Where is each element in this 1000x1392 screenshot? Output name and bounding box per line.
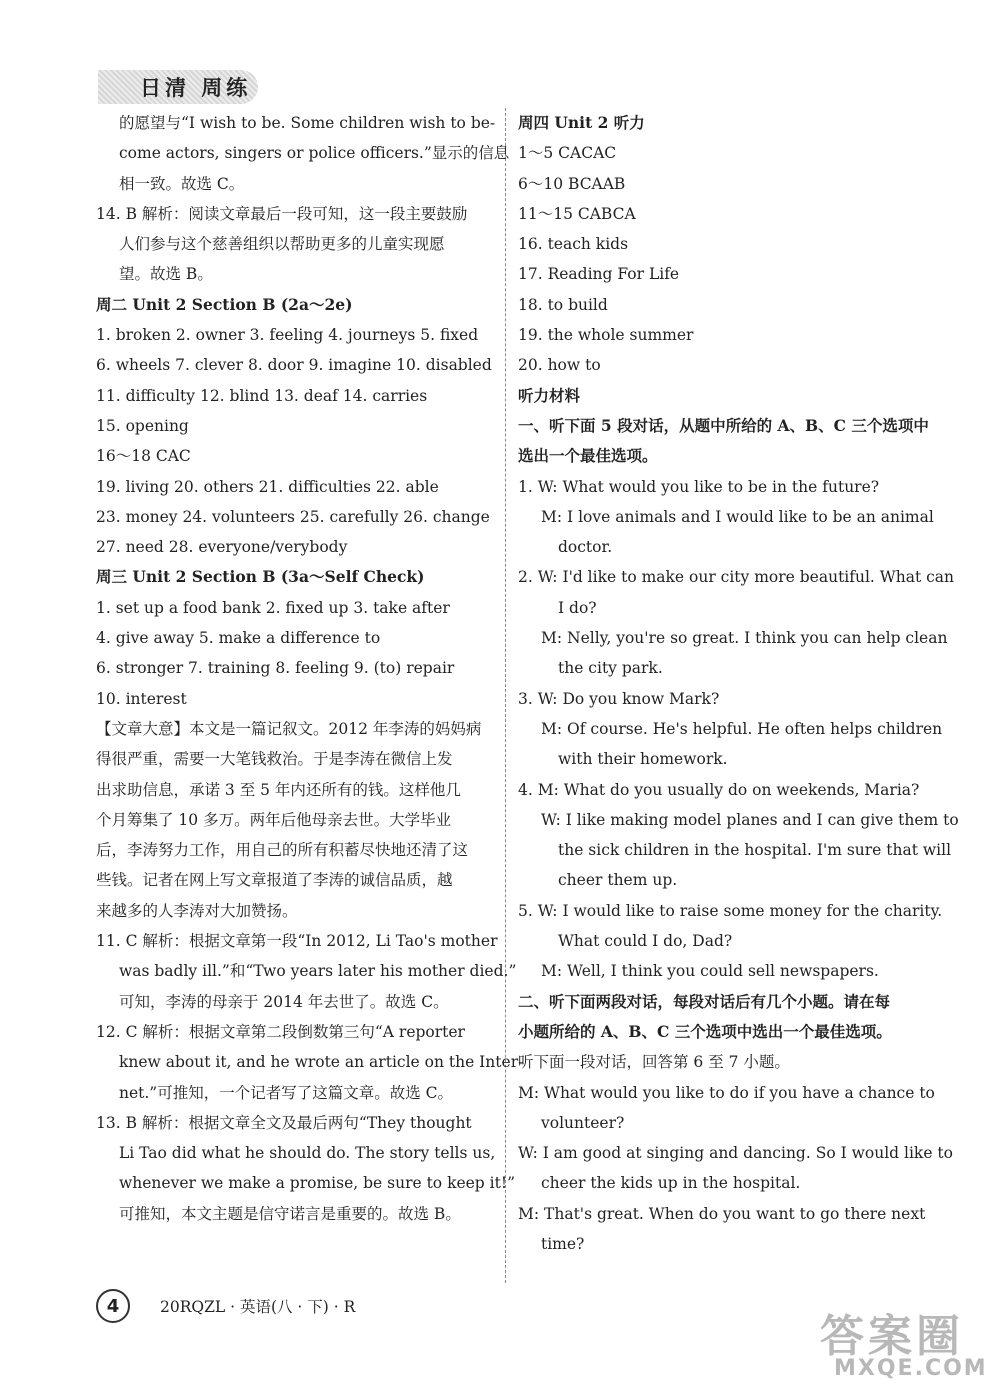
text-line: 27. need 28. everyone/verybody [96,538,348,557]
text-line: 15. opening [96,416,189,435]
text-line: 周二 Unit 2 Section B (2a～2e) [96,294,353,314]
text-line: the sick children in the hospital. I'm sure that will [558,841,952,860]
text-line: 1～5 CACAC [518,144,617,163]
left-column [96,108,524,1229]
right-column [518,108,959,1259]
header-title: 日清 周练 [140,76,252,100]
text-line: 19. living 20. others 21. difficulties 22. able [96,477,439,496]
text-line: W: I like making model planes and I can give them to [541,810,959,829]
text-line: 个月筹集了 10 多万。两年后他母亲去世。大学毕业 [96,810,452,829]
text-line: 一、听下面 5 段对话，从题中所给的 A、B、C 三个选项中 [518,415,929,435]
text-line: 的愿望与“I wish to be. Some children wish to be- [119,114,496,132]
text-line: 11. C 解析：根据文章第一段“In 2012, Li Tao's mother [96,932,498,951]
text-line: 小题所给的 A、B、C 三个选项中选出一个最佳选项。 [518,1021,892,1041]
text-line: 10. interest [96,689,187,708]
watermark-text: 答案圈 [820,1311,964,1362]
text-line: M: That's great. When do you want to go there next [518,1204,926,1223]
text-line: 【文章大意】本文是一篇记叙文。2012 年李涛的妈妈病 [96,719,482,738]
text-line: 5. W: I would like to raise some money for the charity. [518,901,943,920]
text-line: 19. the whole summer [518,326,694,345]
text-line: 周三 Unit 2 Section B (3a～Self Check) [96,567,425,587]
text-line: 20. how to [518,356,601,375]
text-line: net.”可推知，一个记者写了这篇文章。故选 C。 [119,1083,454,1102]
text-line: was badly ill.”和“Two years later his mother died.” [119,962,517,981]
text-line: 11. difficulty 12. blind 13. deaf 14. carries [96,386,428,405]
text-line: M: Nelly, you're so great. I think you can help clean [541,629,948,648]
text-line: 听下面一段对话，回答第 6 至 7 小题。 [518,1053,790,1072]
text-line: Li Tao did what he should do. The story tells us, [119,1144,496,1163]
text-line: 16. teach kids [518,235,629,254]
text-line: 听力材料 [518,385,581,405]
text-line: I do? [558,598,597,617]
text-line: 1. broken 2. owner 3. feeling 4. journeys 5. fixed [96,326,479,345]
text-line: 4. give away 5. make a difference to [96,629,381,648]
text-line: 来越多的人李涛对大加赞扬。 [96,901,298,920]
text-line: 11～15 CABCA [518,204,636,223]
text-line: 周四 Unit 2 听力 [518,113,645,132]
text-line: time? [541,1234,585,1253]
column-divider [505,108,506,1283]
text-line: 可推知，本文主题是信守诺言是重要的。故选 B。 [119,1204,461,1223]
text-line: 望。故选 B。 [119,265,213,284]
text-line: cheer the kids up in the hospital. [541,1174,801,1193]
text-line: 相一致。故选 C。 [119,174,245,193]
text-line: 可知，李涛的母亲于 2014 年去世了。故选 C。 [119,992,449,1011]
text-line: 后，李涛努力工作，用自己的所有积蓄尽快地还清了这 [96,841,469,860]
text-line: 出求助信息，承诺 3 至 5 年内还所有的钱。这样他几 [96,780,461,799]
text-line: 得很严重，需要一大笔钱救治。于是李涛在微信上发 [96,750,453,769]
text-line: 17. Reading For Life [518,265,680,284]
text-line: M: I love animals and I would like to be an animal [541,507,934,526]
watermark-logo [790,1300,990,1385]
text-line: 3. W: Do you know Mark? [518,689,720,708]
text-line: 2. W: I'd like to make our city more beautiful. What can [518,568,954,587]
text-line: cheer them up. [558,871,678,890]
text-line: M: Well, I think you could sell newspapers. [541,962,879,981]
text-line: with their homework. [558,750,728,769]
text-line: 16～18 CAC [96,447,191,466]
text-line: doctor. [558,538,613,557]
text-line: 14. B 解析：阅读文章最后一段可知，这一段主要鼓励 [96,204,468,223]
text-line: 4. M: What do you usually do on weekends, Maria? [518,780,920,799]
text-line: 1. set up a food bank 2. fixed up 3. take after [96,598,450,617]
text-line: 人们参与这个慈善组织以帮助更多的儿童实现愿 [119,235,445,254]
text-line: M: What would you like to do if you have a chance to [518,1083,935,1102]
text-line: whenever we make a promise, be sure to keep it!” [119,1174,515,1193]
text-line: 二、听下面两段对话，每段对话后有几个小题。请在每 [518,991,891,1011]
text-line: M: Of course. He's helpful. He often helps children [541,719,943,738]
page-number: 4 [96,1289,130,1323]
text-line: volunteer? [541,1113,625,1132]
text-line: 12. C 解析：根据文章第二段倒数第三句“A reporter [96,1022,465,1041]
text-line: 6. wheels 7. clever 8. door 9. imagine 10. disabled [96,356,492,375]
text-line: 6. stronger 7. training 8. feeling 9. (to) repair [96,659,455,678]
text-line: What could I do, Dad? [558,932,733,951]
text-line: 1. W: What would you like to be in the future? [518,477,880,496]
book-code: 20RQZL · 英语(八 · 下) · R [160,1298,356,1316]
text-line: 6～10 BCAAB [518,174,626,193]
watermark-url: MXQE.COM [834,1356,988,1381]
text-line: the city park. [558,659,663,678]
text-line: come actors, singers or police officers.”显示的信息 [119,144,510,163]
text-line: W: I am good at singing and dancing. So I would like to [518,1144,953,1163]
text-line: 选出一个最佳选项。 [518,446,658,466]
text-line: 18. to build [518,295,608,314]
text-line: 13. B 解析：根据文章全文及最后两句“They thought [96,1113,472,1132]
text-line: 些钱。记者在网上写文章报道了李涛的诚信品质，越 [96,871,453,890]
text-line: knew about it, and he wrote an article on the Inter- [119,1053,524,1072]
text-line: 23. money 24. volunteers 25. carefully 26. change [96,507,490,526]
